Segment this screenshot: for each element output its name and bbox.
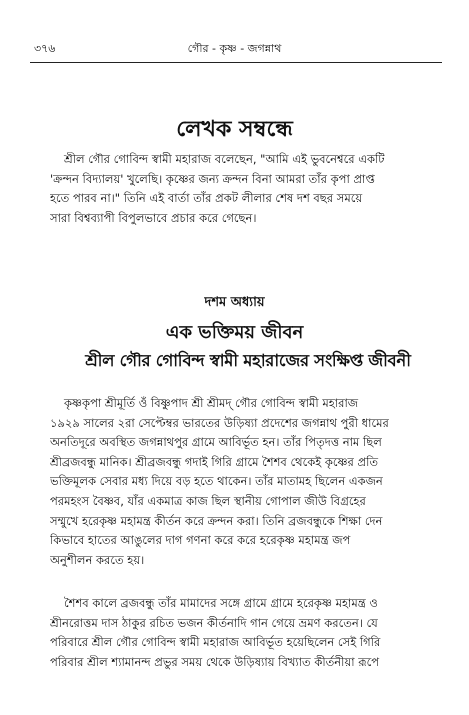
biography-paragraph-1 — [50, 394, 444, 590]
text-line: কৃষ্ণকৃপা শ্রীমূর্তি ওঁ বিষ্ণুপাদ শ্রী শ্রীমদ্ গৌর গোবিন্দ স্বামী মহারাজ — [64, 396, 359, 410]
page-number: ৩৭৬ — [34, 42, 56, 55]
text-line: শ্রীল গৌর গোবিন্দ স্বামী মহারাজ বলেছেন, "আমি এই ভুবনেশ্বরে একটি — [64, 152, 385, 166]
page-header — [0, 40, 469, 56]
text-line: শ্রীনরোত্তম দাস ঠাকুর রচিত ভজন কীর্তনাদি গান গেয়ে ভ্রমণ করতেন। যে — [50, 615, 378, 630]
section-title-about-author: লেখক সম্বন্ধে — [176, 117, 293, 142]
text-line: শৈশব কালে ব্রজবন্ধু তাঁর মামাদের সঙ্গে গ্রামে গ্রামে হরেকৃষ্ণ মহামন্ত্র ও — [64, 596, 378, 610]
text-line: হতে পারব না।" তিনি এই বার্তা তাঁর প্রকট লীলার শেষ দশ বছর সময়ে — [50, 191, 363, 206]
text-line: অনতিদূরে অবস্থিত জগন্নাথপুর গ্রামে আবির্ভূত হন। তাঁর পিতৃদত্ত নাম ছিল — [50, 435, 382, 450]
running-head: গৌর - কৃষ্ণ - জগন্নাথ — [187, 42, 282, 55]
author-paragraph — [50, 150, 444, 232]
biography-title: শ্রীল গৌর গোবিন্দ স্বামী মহারাজের সংক্ষিপ্ত জীবনী — [85, 351, 411, 370]
biography-paragraph-2 — [50, 594, 444, 694]
text-line: ভক্তিমূলক সেবার মধ্য দিয়ে বড় হতে থাকেন। তাঁর মাতামহ ছিলেন একজন — [50, 474, 383, 489]
text-line: সম্মুখে হরেকৃষ্ণ মহামন্ত্র কীর্তন করে ক্রন্দন করা। তিনি ব্রজবন্ধুকে শিক্ষা দেন — [50, 513, 383, 528]
header-rule — [30, 62, 442, 63]
chapter-number: দশম অধ্যায় — [204, 295, 265, 310]
text-line: ১৯২৯ সালের ২রা সেপ্টেম্বর ভারতের উড়িষ্যা প্রদেশের জগন্নাথ পুরী ধামের — [50, 415, 389, 430]
text-line: পরমহংস বৈষ্ণব, যাঁর একমাত্র কাজ ছিল স্থানীয় গোপাল জীউ বিগ্রহের — [50, 493, 366, 508]
text-line: শ্রীব্রজবন্ধু মানিক। শ্রীব্রজবন্ধু গদাই গিরি গ্রামে শৈশব থেকেই কৃষ্ণের প্রতি — [50, 454, 379, 469]
text-line: পরিবার শ্রীল শ্যামানন্দ প্রভুর সময় থেকে উড়িষ্যায় বিখ্যাত কীর্তনীয়া রূপে — [50, 654, 380, 669]
text-line: অনুশীলন করতে হয়। — [50, 552, 145, 567]
text-line: পরিবারে শ্রীল গৌর গোবিন্দ স্বামী মহারাজ আবির্ভূত হয়েছিলেন সেই গিরি — [50, 635, 381, 650]
chapter-title: এক ভক্তিময় জীবন — [165, 322, 304, 343]
text-line: কিভাবে হাতের আঙুলের দাগ গণনা করে করে হরেকৃষ্ণ মহামন্ত্র জপ — [50, 533, 351, 548]
text-line: 'ক্রন্দন বিদ্যালয়' খুলেছি। কৃষ্ণের জন্য ক্রন্দন বিনা আমরা তাঁর কৃপা প্রাপ্ত — [50, 171, 375, 186]
text-line: সারা বিশ্বব্যাপী বিপুলভাবে প্রচার করে গেছেন। — [50, 210, 257, 225]
